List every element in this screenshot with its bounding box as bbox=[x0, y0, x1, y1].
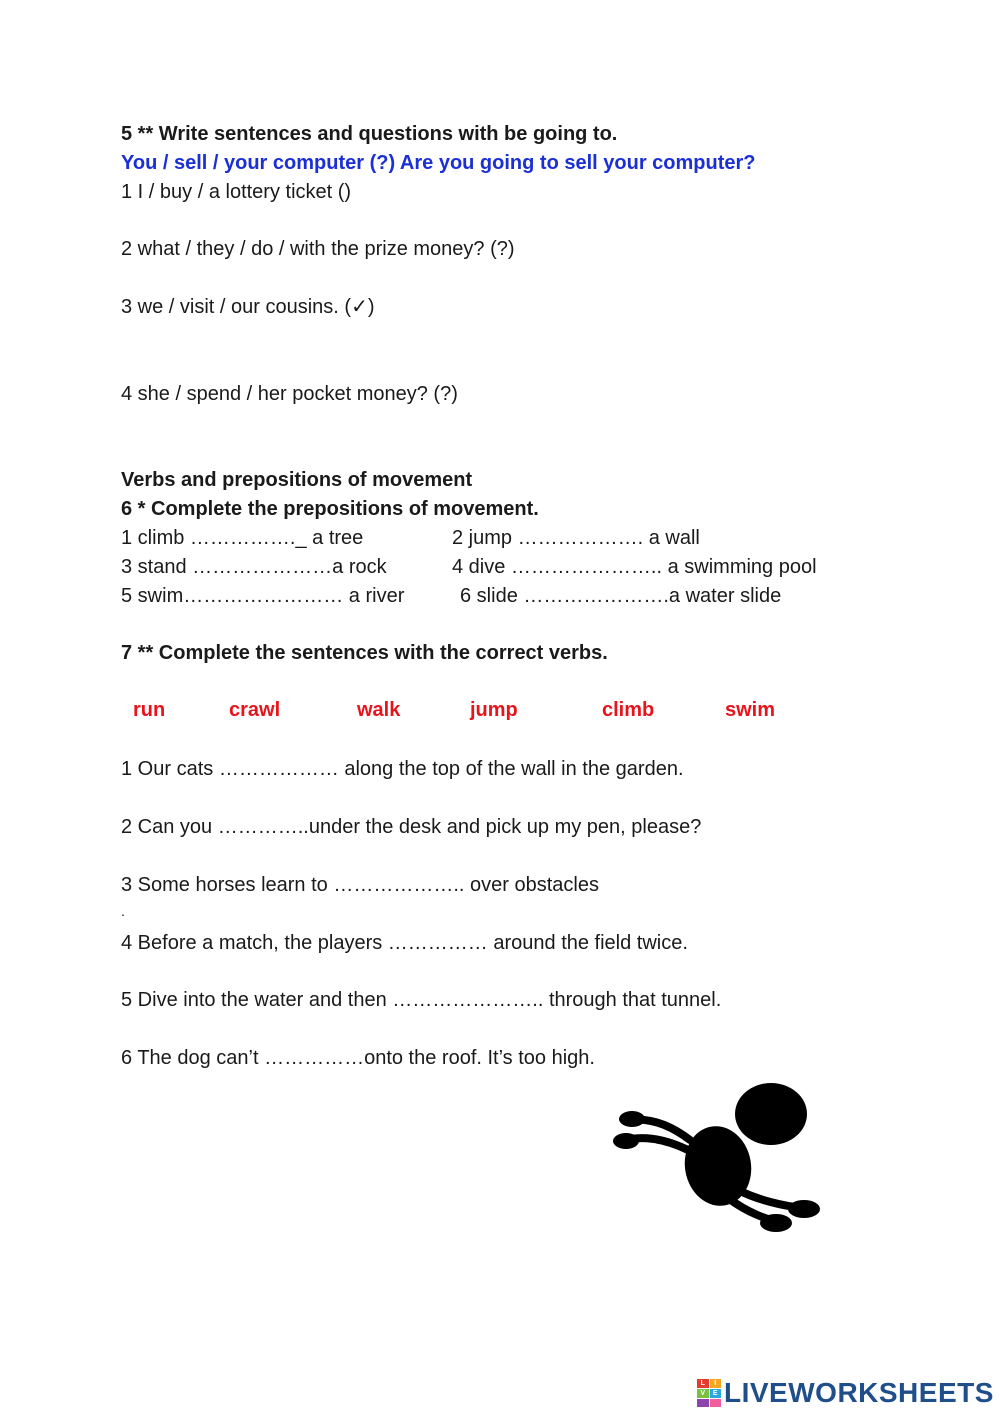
logo-tile-2: I bbox=[710, 1379, 722, 1388]
logo-tile-6 bbox=[710, 1399, 722, 1407]
liveworksheets-logo-text: LIVEWORKSHEETS bbox=[724, 1377, 994, 1408]
exercise-5-title: 5 ** Write sentences and questions with be going to. bbox=[121, 123, 618, 145]
verb-swim: swim bbox=[725, 699, 776, 721]
exercise-6-item-3: 3 stand …………………a rock bbox=[121, 556, 387, 578]
exercise-5-item-3: 3 we / visit / our cousins. (✓) bbox=[121, 296, 375, 318]
exercise-7-item-6: 6 The dog can’t ……………onto the roof. It’s too high. bbox=[121, 1047, 595, 1069]
exercise-6-item-2: 2 jump ………………. a wall bbox=[452, 527, 700, 549]
exercise-6-item-1: 1 climb ……………._ a tree bbox=[121, 527, 364, 549]
exercise-7-item-3: 3 Some horses learn to ……………….. over obstacles bbox=[121, 874, 599, 896]
verb-walk: walk bbox=[357, 699, 401, 721]
logo-tile-3: V bbox=[697, 1389, 709, 1398]
exercise-6-item-6: 6 slide ………………….a water slide bbox=[460, 585, 782, 607]
logo-tile-5 bbox=[697, 1399, 709, 1407]
exercise-5-item-4: 4 she / spend / her pocket money? (?) bbox=[121, 383, 458, 405]
exercise-7-title: 7 ** Complete the sentences with the correct verbs. bbox=[121, 642, 608, 664]
exercise-7-item-4: 4 Before a match, the players …………… around the field twice. bbox=[121, 932, 688, 954]
verb-run: run bbox=[133, 699, 166, 721]
exercise-5-example: You / sell / your computer (?) Are you going to sell your computer? bbox=[121, 152, 756, 174]
exercise-5-item-1: 1 I / buy / a lottery ticket () bbox=[121, 181, 352, 203]
liveworksheets-logo-icon bbox=[697, 1379, 721, 1407]
exercise-7-item-1: 1 Our cats ……………… along the top of the wall in the garden. bbox=[121, 758, 684, 780]
logo-tile-4: E bbox=[710, 1389, 722, 1398]
exercise-6-item-4: 4 dive ………………….. a swimming pool bbox=[452, 556, 817, 578]
section-heading: Verbs and prepositions of movement bbox=[121, 469, 473, 491]
exercise-7-item-2: 2 Can you …………..under the desk and pick up my pen, please? bbox=[121, 816, 702, 838]
exercise-5-item-2: 2 what / they / do / with the prize money? (?) bbox=[121, 238, 515, 260]
liveworksheets-logo bbox=[697, 1376, 994, 1410]
jumping-figure-illustration bbox=[608, 1078, 828, 1238]
exercise-6-title: 6 * Complete the prepositions of movement. bbox=[121, 498, 539, 520]
verb-jump: jump bbox=[470, 699, 518, 721]
verb-climb: climb bbox=[602, 699, 655, 721]
exercise-6-item-5: 5 swim…………………… a river bbox=[121, 585, 405, 607]
exercise-7-item-5: 5 Dive into the water and then ………………….. through that tunnel. bbox=[121, 989, 722, 1011]
stray-dot: . bbox=[121, 903, 125, 919]
logo-tile-1: L bbox=[697, 1379, 709, 1388]
verb-crawl: crawl bbox=[229, 699, 281, 721]
